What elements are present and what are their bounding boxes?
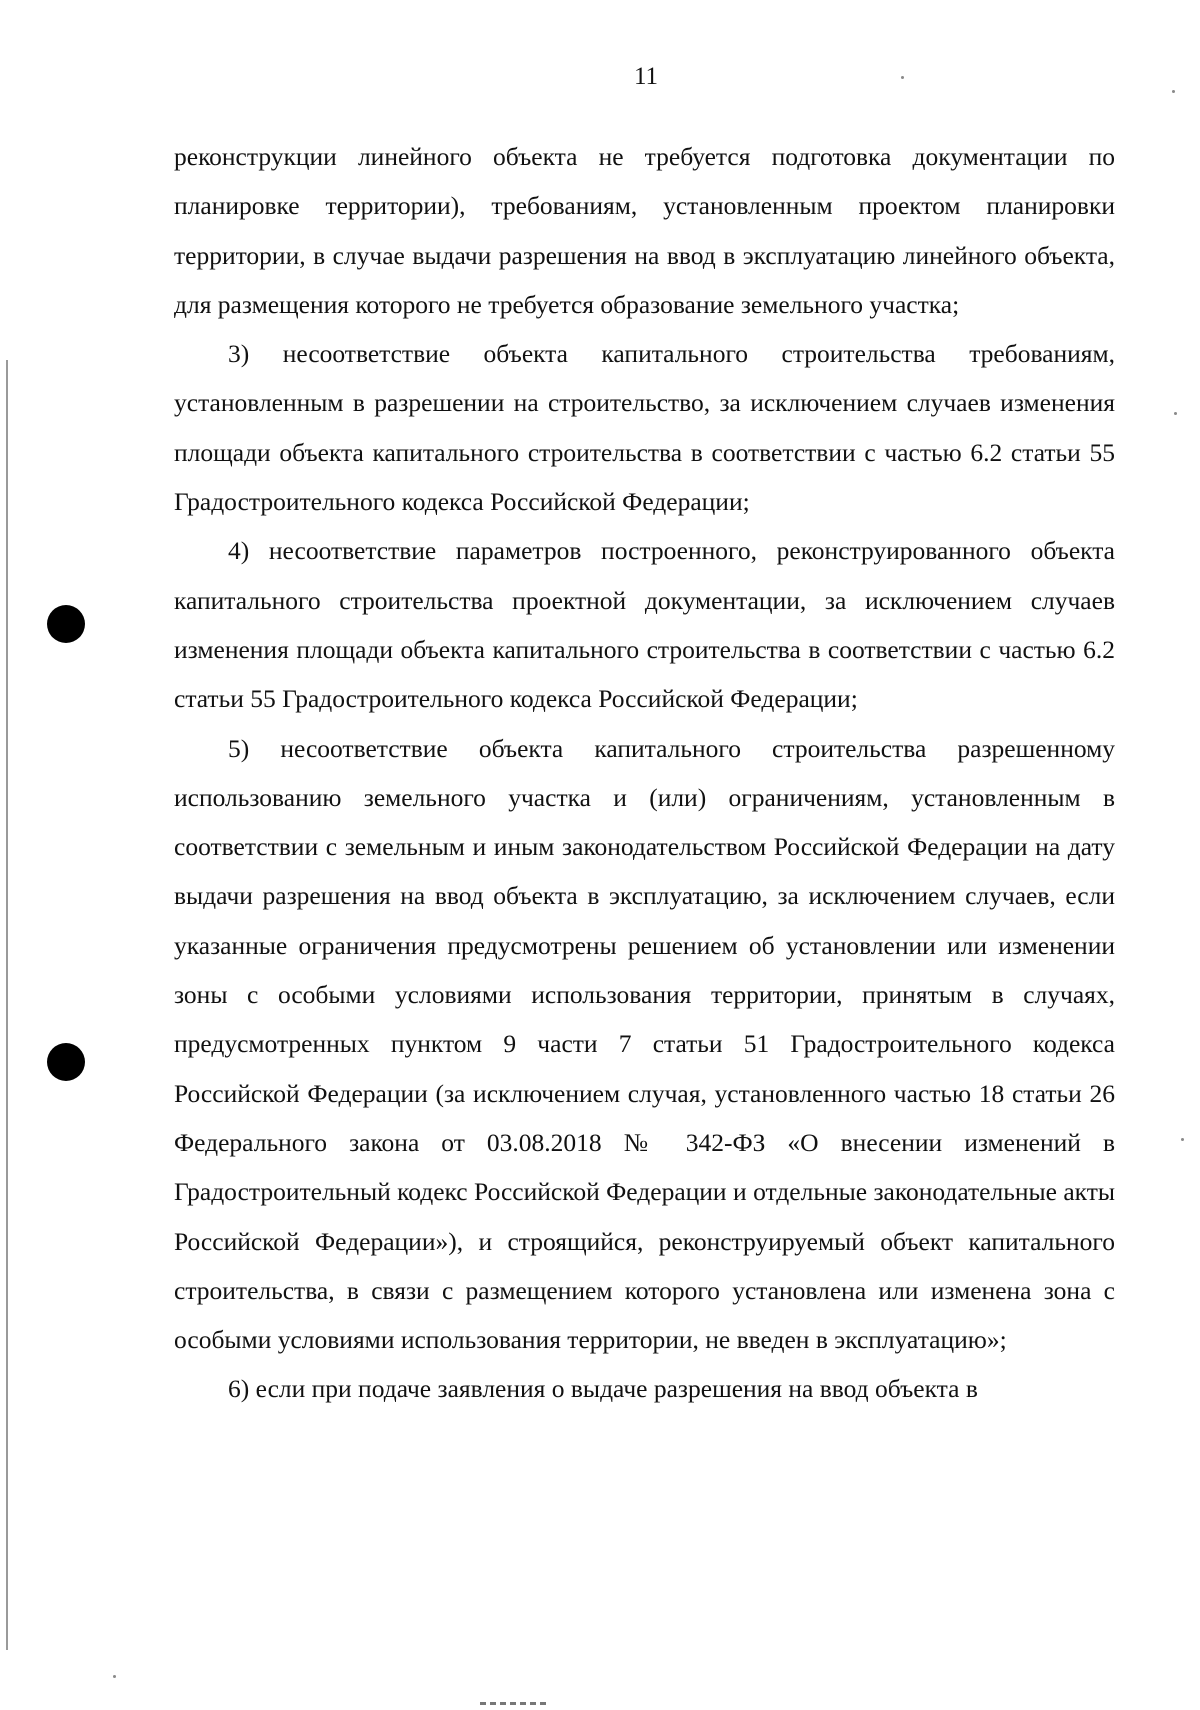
scan-speck [1174,412,1177,415]
punch-hole-top [47,605,85,643]
scan-margin-line [6,360,8,1650]
paragraph-item-5: 5) несоответствие объекта капитального строительства разрешенному использованию земельного участка и (или) ограничениям, установленным в соответствии с земельным и иным законодательством Российской Федерации на дату выдачи разрешения на ввод объекта в эксплуатацию, за исключением случаев, если указанные ограничения предусмотрены решением об установлении или изменении зоны с особыми условиями использования территории, принятым в случаях, предусмотренных пунктом 9 части 7 статьи 51 Градостроительного кодекса Российской Федерации (за исключением случая, установленного частью 18 статьи 26 Федерального закона от 03.08.2018 № 342-ФЗ «О внесении изменений в Градостроительный кодекс Российской Федерации и отдельные законодательные акты Российской Федерации»), и строящийся, реконструируемый объект капитального строительства, в связи с размещением которого установлена или изменена зона с особыми условиями использования территории, не введен в эксплуатацию»; [174,733,1115,1355]
scan-speck [1181,1138,1184,1141]
paragraph-item-6: 6) если при подаче заявления о выдаче разрешения на ввод объекта в [228,1374,978,1404]
document-body [174,132,1115,1414]
paragraph-item-4: 4) несоответствие параметров построенного, реконструированного объекта капитального строительства проектной документации, за исключением случаев изменения площади объекта капитального строительства в соответствии с частью 6.2 статьи 55 Градостроительного кодекса Российской Федерации; [174,536,1115,714]
paragraph-continuation: реконструкции линейного объекта не требуется подготовка документации по планировке территории), требованиям, установленным проектом планировки территории, в случае выдачи разрешения на ввод в эксплуатацию линейного объекта, для размещения которого не требуется образование земельного участка; [174,142,1115,319]
scan-speck [113,1675,116,1678]
page-number: 11 [633,63,659,90]
paragraph-item-3: 3) несоответствие объекта капитального строительства требованиям, установленным в разрешении на строительство, за исключением случаев изменения площади объекта капитального строительства в соответствии с частью 6.2 статьи 55 Градостроительного кодекса Российской Федерации; [174,339,1115,517]
punch-hole-bottom [47,1043,85,1081]
cut-off-line-fragment [480,1702,550,1705]
